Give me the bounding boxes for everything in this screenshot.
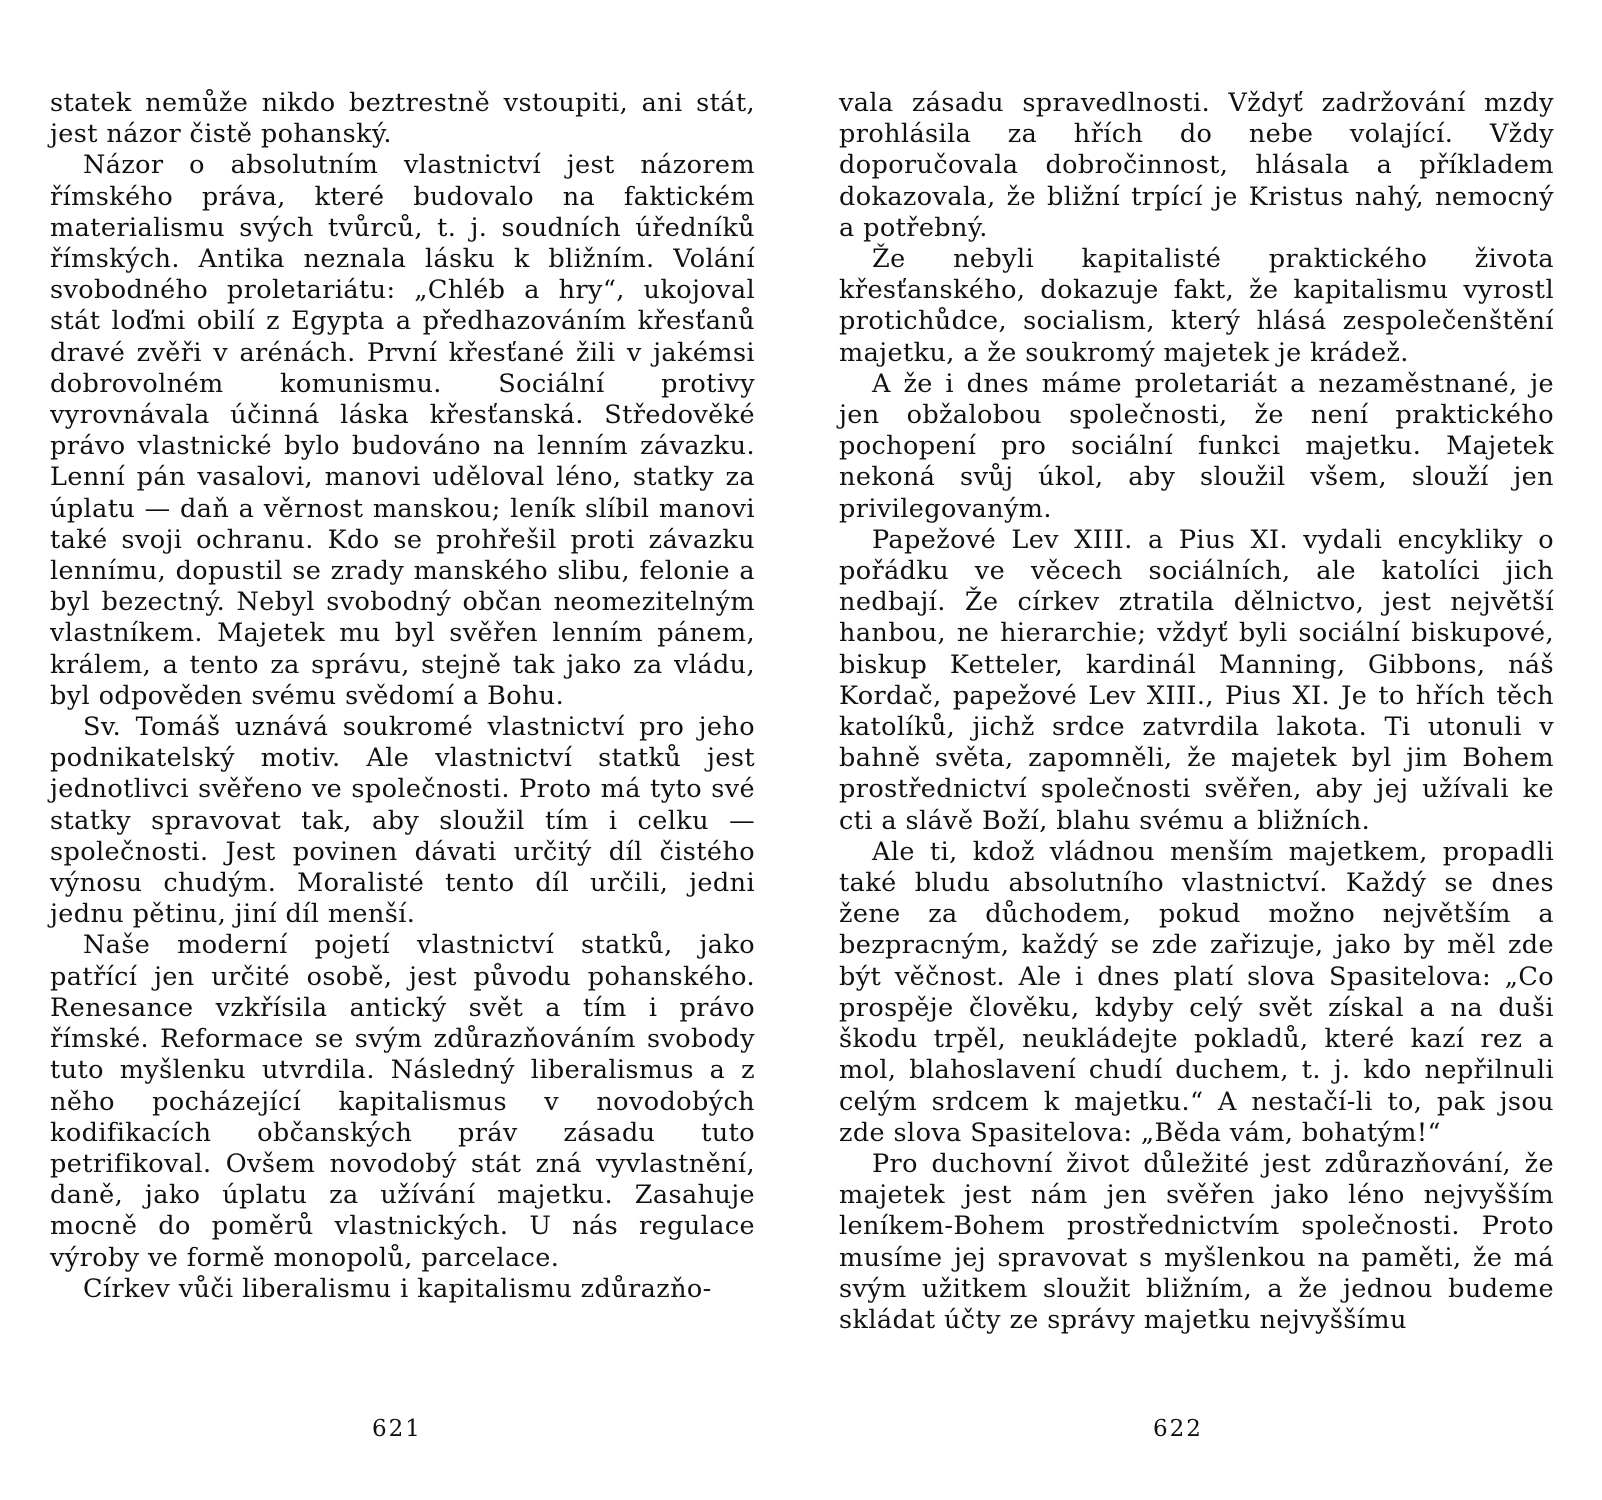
paragraph: A že i dnes máme proletariát a nezaměstnané, je jen obžalobou společnosti, že není praktického pochopení pro sociální funkci majetku. Majetek nekoná svůj úkol, aby sloužil všem, slouží jen privilegovaným. — [839, 368, 1554, 524]
paragraph: Naše moderní pojetí vlastnictví statků, jako patřící jen určité osobě, jest původu pohanského. Renesance vzkřísila antický svět a tím i právo římské. Reformace se svým zdůrazňováním svobody tuto myšlenku utvrdila. Následný liberalismus a z něho pocházející kapitalismus v novodobých kodifikacích občanských práv zásadu tuto petrifikoval. Ovšem novodobý stát zná vyvlastnění, daně, jako úplatu za užívání majetku. Zasahuje mocně do poměrů vlastnických. U nás regulace výroby ve formě monopolů, parcelace. — [50, 930, 755, 1273]
paragraph: Ale ti, kdož vládnou menším majetkem, propadli také bludu absolutního vlastnictví. Každý se dnes žene za důchodem, pokud možno největším a bezpracným, každý se zde zařizuje, jako by měl zde být věčnost. Ale i dnes platí slova Spasitelova: „Co prospěje člověku, kdyby celý svět získal a na duši škodu trpěl, neukládejte pokladů, které kazí rez a mol, blahoslavení chudí duchem, t. j. kdo nepřilnuli celým srdcem k majetku.“ A nestačí-li to, pak jsou zde slova Spasitelova: „Běda vám, bohatým!“ — [839, 836, 1554, 1148]
paragraph: vala zásadu spravedlnosti. Vždyť zadržování mzdy prohlásila za hřích do nebe volající. Vždy doporučovala dobročinnost, hlásala a příkladem dokazovala, že bližní trpící je Kristus nahý, nemocný a potřebný. — [839, 88, 1554, 243]
paragraph: Sv. Tomáš uznává soukromé vlastnictví pro jeho podnikatelský motiv. Ale vlastnictví statků jest jednotlivci svěřeno ve společnosti. Proto má tyto své statky spravovat tak, aby sloužil tím i celku — společnosti. Jest povinen dávati určitý díl čistého výnosu chudým. Moralisté tento díl určili, jedni jednu pětinu, jiní díl menší. — [50, 712, 755, 930]
right-page — [801, 0, 1602, 1500]
right-page-text — [839, 88, 1554, 1336]
paragraph: Papežové Lev XIII. a Pius XI. vydali encykliky o pořádku ve věcech sociálních, ale katolíci jich nedbají. Že církev ztratila dělnictvo, jest největší hanbou, ne hierarchie; vždyť byli sociální biskupové, biskup Ketteler, kardinál Manning, Gibbons, náš Kordač, papežové Lev XIII., Pius XI. Je to hřích těch katolíků, jichž srdce zatvrdila lakota. Ti utonuli v bahně světa, zapomněli, že majetek byl jim Bohem prostřednictví společnosti svěřen, aby jej užívali ke cti a slávě Boží, blahu svému a bližních. — [839, 524, 1554, 836]
paragraph: Pro duchovní život důležité jest zdůrazňování, že majetek jest nám jen svěřen jako léno nejvyšším leníkem-Bohem prostřednictvím společnosti. Proto musíme jej spravovat s myšlenkou na paměti, že má svým užitkem sloužit bližním, a že jednou budeme skládat účty ze správy majetku nejvyššímu — [839, 1148, 1554, 1335]
paragraph: Církev vůči liberalismu i kapitalismu zdůrazňo- — [83, 1273, 712, 1304]
page-number: 621 — [372, 1416, 422, 1442]
paragraph: Že nebyli kapitalisté praktického života křesťanského, dokazuje fakt, že kapitalismu vyrostl protichůdce, socialism, který hlásá zespolečenštění majetku, a že soukromý majetek je krádež. — [839, 244, 1554, 368]
paragraph: Názor o absolutním vlastnictví jest názorem římského práva, které budovalo na faktickém materialismu svých tvůrců, t. j. soudních úředníků římských. Antika neznala lásku k bližním. Volání svobodného proletariátu: „Chléb a hry“, ukojoval stát loďmi obilí z Egypta a předhazováním křesťanů dravé zvěři v arénách. První křesťané žili v jakémsi dobrovolném komunismu. Sociální protivy vyrovnávala účinná láska křesťanská. Středověké právo vlastnické bylo budováno na lenním závazku. Lenní pán vasalovi, manovi uděloval léno, statky za úplatu — daň a věrnost manskou; leník slíbil manovi také svoji ochranu. Kdo se prohřešil proti závazku lennímu, dopustil se zrady manského slibu, felonie a byl bezectný. Nebyl svobodný občan neomezitelným vlastníkem. Majetek mu byl svěřen lenním pánem, králem, a tento za správu, stejně tak jako za vládu, byl odpověden svému svědomí a Bohu. — [50, 150, 755, 711]
paragraph: statek nemůže nikdo beztrestně vstoupiti, ani stát, jest názor čistě pohanský. — [50, 88, 755, 150]
left-page-text — [50, 88, 755, 1305]
page-number: 622 — [1153, 1416, 1203, 1442]
